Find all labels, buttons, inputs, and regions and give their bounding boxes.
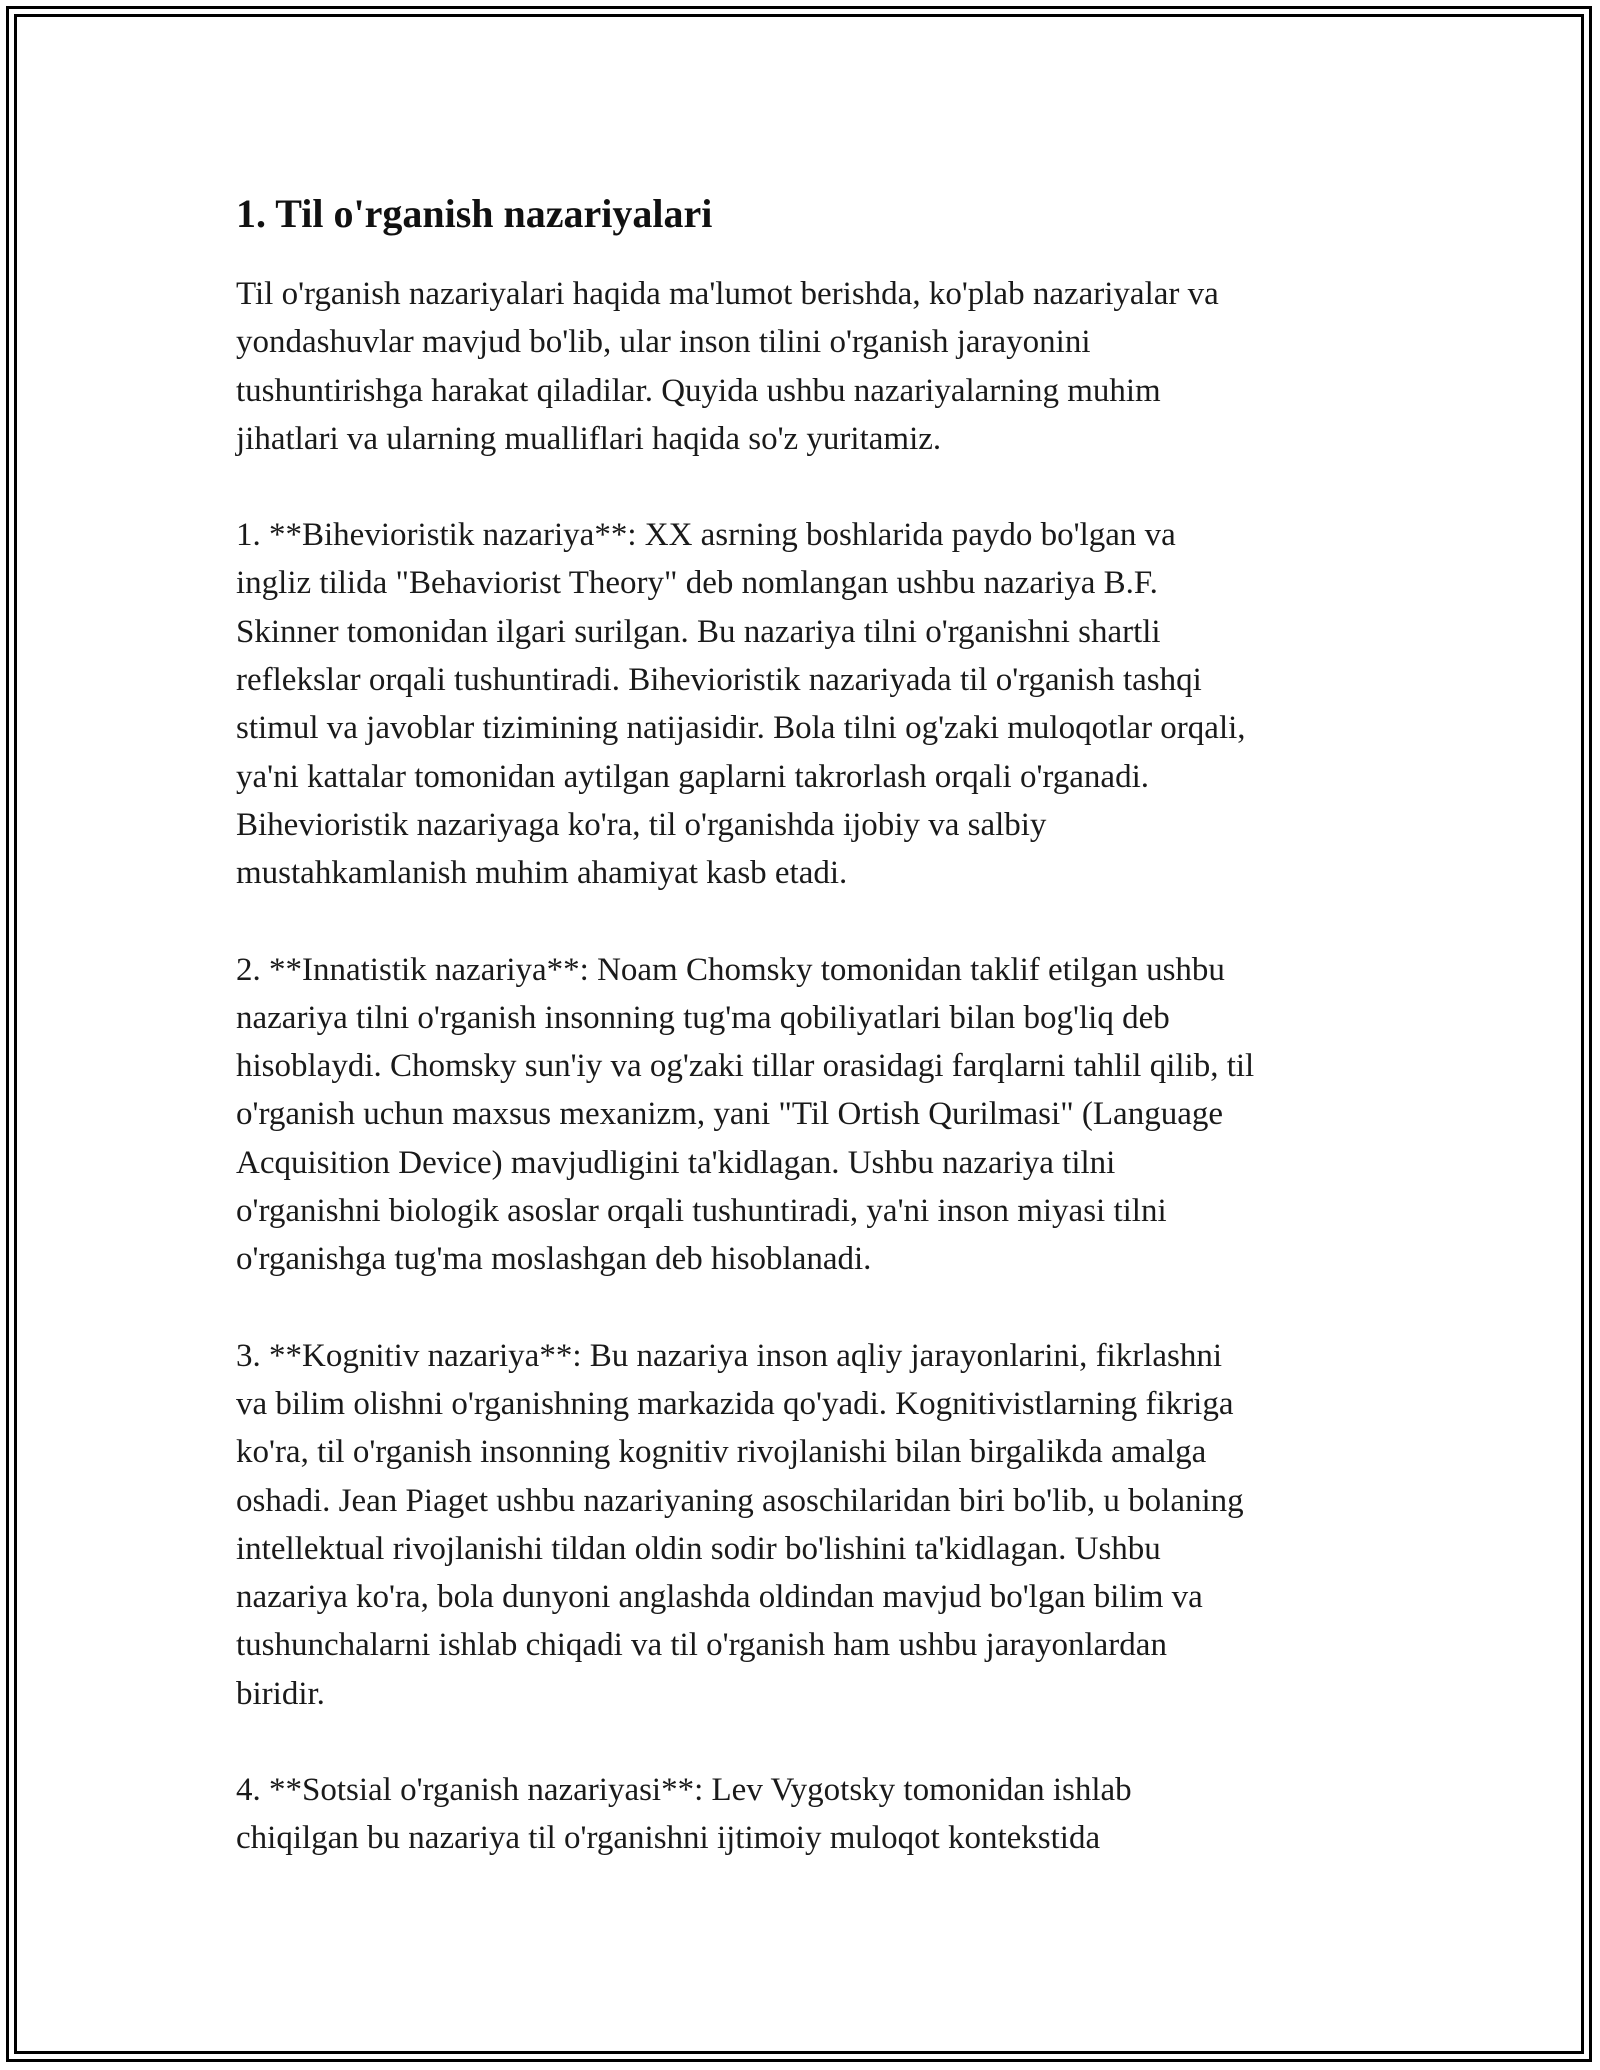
text-line: oshadi. Jean Piaget ushbu nazariyaning asoschilaridan biri bo'lib, u bolaning bbox=[236, 1482, 1244, 1519]
text-line: o'rganishni biologik asoslar orqali tushuntiradi, ya'ni inson miyasi tilni bbox=[236, 1193, 1167, 1230]
text-line: yondashuvlar mavjud bo'lib, ular inson tilini o'rganish jarayonini bbox=[236, 324, 1091, 361]
cognitive-theory-paragraph bbox=[236, 1332, 1376, 1718]
social-learning-theory-paragraph bbox=[236, 1766, 1376, 1863]
text-line: intellektual rivojlanishi tildan oldin sodir bo'lishini ta'kidlagan. Ushbu bbox=[236, 1530, 1161, 1567]
behaviorist-theory-paragraph bbox=[236, 511, 1376, 897]
text-line: Acquisition Device) mavjudligini ta'kidlagan. Ushbu nazariya tilni bbox=[236, 1144, 1116, 1181]
text-line: o'rganishga tug'ma moslashgan deb hisoblanadi. bbox=[236, 1241, 872, 1278]
text-line: 3. **Kognitiv nazariya**: Bu nazariya inson aqliy jarayonlarini, fikrlashni bbox=[236, 1337, 1223, 1374]
intro-paragraph bbox=[236, 270, 1376, 463]
text-line: chiqilgan bu nazariya til o'rganishni ijtimoiy muloqot kontekstida bbox=[236, 1820, 1101, 1857]
text-line: ingliz tilida "Behaviorist Theory" deb nomlangan ushbu nazariya B.F. bbox=[236, 565, 1158, 602]
document-body bbox=[236, 186, 1376, 1911]
text-line: Skinner tomonidan ilgari surilgan. Bu nazariya tilni o'rganishni shartli bbox=[236, 613, 1161, 650]
text-line: stimul va javoblar tizimining natijasidir. Bola tilni og'zaki muloqotlar orqali, bbox=[236, 710, 1246, 747]
text-line: nazariya ko'ra, bola dunyoni anglashda oldindan mavjud bo'lgan bilim va bbox=[236, 1579, 1203, 1616]
text-line: Bihevioristik nazariyaga ko'ra, til o'rganishda ijobiy va salbiy bbox=[236, 806, 1047, 843]
text-line: 1. **Bihevioristik nazariya**: XX asrning boshlarida paydo bo'lgan va bbox=[236, 517, 1176, 554]
innatist-theory-paragraph bbox=[236, 946, 1376, 1284]
text-line: va bilim olishni o'rganishning markazida qo'yadi. Kognitivistlarning fikriga bbox=[236, 1385, 1234, 1422]
text-line: biridir. bbox=[236, 1675, 325, 1712]
text-line: 2. **Innatistik nazariya**: Noam Chomsky tomonidan taklif etilgan ushbu bbox=[236, 951, 1225, 988]
text-line: 4. **Sotsial o'rganish nazariyasi**: Lev Vygotsky tomonidan ishlab bbox=[236, 1772, 1132, 1809]
text-line: Til o'rganish nazariyalari haqida ma'lumot berishda, ko'plab nazariyalar va bbox=[236, 276, 1219, 312]
text-line: ko'ra, til o'rganish insonning kognitiv rivojlanishi bilan birgalikda amalga bbox=[236, 1434, 1207, 1471]
text-line: reflekslar orqali tushuntiradi. Bihevioristik nazariyada til o'rganish tashqi bbox=[236, 662, 1202, 699]
text-line: jihatlari va ularning mualliflari haqida so'z yuritamiz. bbox=[236, 420, 942, 457]
text-line: hisoblaydi. Chomsky sun'iy va og'zaki tillar orasidagi farqlarni tahlil qilib, til bbox=[236, 1048, 1255, 1085]
text-line: ya'ni kattalar tomonidan aytilgan gaplarni takrorlash orqali o'rganadi. bbox=[236, 758, 1149, 795]
text-line: tushunchalarni ishlab chiqadi va til o'rganish ham ushbu jarayonlardan bbox=[236, 1627, 1167, 1664]
text-line: mustahkamlanish muhim ahamiyat kasb etadi. bbox=[236, 855, 848, 892]
text-line: tushuntirishga harakat qiladilar. Quyida ushbu nazariyalarning muhim bbox=[236, 372, 1161, 409]
text-line: nazariya tilni o'rganish insonning tug'ma qobiliyatlari bilan bog'liq deb bbox=[236, 999, 1170, 1036]
section-heading: 1. Til o'rganish nazariyalari bbox=[236, 191, 713, 236]
text-line: o'rganish uchun maxsus mexanizm, yani "Til Ortish Qurilmasi" (Language bbox=[236, 1096, 1224, 1133]
